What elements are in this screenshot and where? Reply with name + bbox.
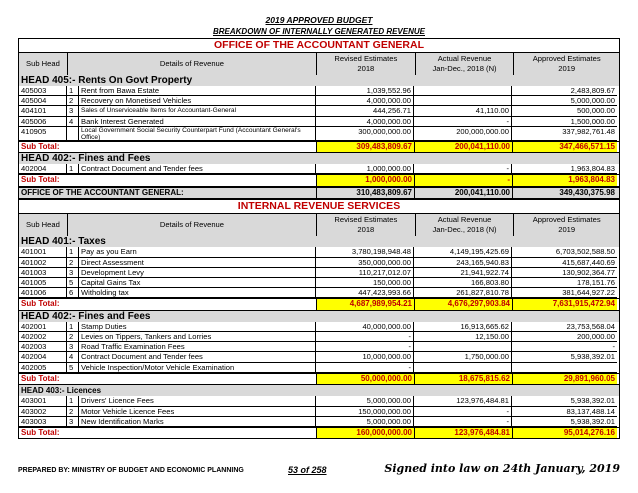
row-number: 5 bbox=[67, 363, 79, 373]
row-approved-value: 200,000.00 bbox=[512, 332, 617, 342]
row-number: 6 bbox=[67, 288, 79, 298]
row-actual-value: 243,165,940.83 bbox=[414, 258, 512, 268]
table-row bbox=[18, 247, 620, 257]
row-revised-value: 350,000,000.00 bbox=[316, 258, 414, 268]
row-approved-value: 83,137,488.14 bbox=[512, 407, 617, 417]
row-description: Sales of Unserviceable Items for Accountant-General bbox=[79, 106, 316, 116]
table-body bbox=[18, 396, 620, 427]
prepared-by: PREPARED BY: MINISTRY OF BUDGET AND ECONOMIC PLANNING bbox=[18, 467, 244, 474]
head-title: HEAD 403:- Licences bbox=[18, 385, 620, 396]
subtotal-row: Sub Total: 309,483,809.67 200,041,110.00 347,466,571.15 bbox=[18, 141, 620, 154]
col-sub-head: Sub Head bbox=[19, 53, 68, 75]
row-revised-value: 4,000,000.00 bbox=[316, 117, 414, 127]
row-actual-value: 261,827,810.78 bbox=[414, 288, 512, 298]
col-details: Details of Revenue bbox=[68, 53, 317, 75]
row-description: Road Traffic Examination Fees bbox=[79, 342, 316, 352]
row-approved-value: 5,938,392.01 bbox=[512, 417, 617, 427]
row-description: Direct Assessment bbox=[79, 258, 316, 268]
row-number: 5 bbox=[67, 278, 79, 288]
row-number: 1 bbox=[67, 322, 79, 332]
row-approved-value: 500,000.00 bbox=[512, 106, 617, 116]
page-title: 2019 APPROVED BUDGET bbox=[265, 15, 373, 25]
subtotal-row: Sub Total: 4,687,989,954.21 4,676,297,903.84 7,631,915,472.94 bbox=[18, 298, 620, 311]
table-row bbox=[18, 288, 620, 298]
head-title: HEAD 402:- Fines and Fees bbox=[18, 311, 620, 322]
row-actual-value: 16,913,665.62 bbox=[414, 322, 512, 332]
row-revised-value: 5,000,000.00 bbox=[316, 396, 414, 406]
row-approved-value: 23,753,568.04 bbox=[512, 322, 617, 332]
row-number: 2 bbox=[67, 96, 79, 106]
row-revised-value: 150,000,000.00 bbox=[316, 407, 414, 417]
row-revised-value: - bbox=[316, 363, 414, 373]
row-description: Levies on Tippers, Tankers and Lorries bbox=[79, 332, 316, 342]
row-number: 4 bbox=[67, 352, 79, 362]
row-code: 404101 bbox=[19, 106, 67, 116]
row-approved-value: - bbox=[512, 342, 617, 352]
page-number: 53 of 258 bbox=[288, 465, 327, 475]
row-actual-value: - bbox=[414, 117, 512, 127]
row-code: 401005 bbox=[19, 278, 67, 288]
row-description: Local Government Social Security Counterpart Fund (Accountant General's Office) bbox=[79, 127, 316, 141]
row-description: Vehicle Inspection/Motor Vehicle Examination bbox=[79, 363, 316, 373]
row-revised-value: 447,423,993.66 bbox=[316, 288, 414, 298]
row-revised-value: 3,780,198,948.48 bbox=[316, 247, 414, 257]
subtotal-row: Sub Total: 50,000,000.00 18,675,815.62 29,891,960.05 bbox=[18, 373, 620, 386]
col-revised: Revised Estimates 2018 bbox=[317, 53, 416, 75]
table-row bbox=[18, 258, 620, 268]
row-revised-value: 1,000,000.00 bbox=[316, 164, 414, 174]
row-approved-value bbox=[512, 363, 617, 373]
section-title: OFFICE OF THE ACCOUNTANT GENERAL bbox=[18, 38, 620, 53]
table-row bbox=[18, 407, 620, 417]
row-number: 3 bbox=[67, 268, 79, 278]
row-number: 2 bbox=[67, 407, 79, 417]
row-number: 2 bbox=[67, 258, 79, 268]
table-row bbox=[18, 352, 620, 362]
page-subtitle: BREAKDOWN OF INTERNALLY GENERATED REVENUE bbox=[212, 27, 425, 36]
row-description: Bank Interest Generated bbox=[79, 117, 316, 127]
col-sub-head: Sub Head bbox=[19, 214, 68, 236]
row-actual-value: 4,149,195,425.69 bbox=[414, 247, 512, 257]
row-description: Rent from Bawa Estate bbox=[79, 86, 316, 96]
row-code: 410905 bbox=[19, 127, 67, 141]
row-code: 401001 bbox=[19, 247, 67, 257]
row-revised-value: 150,000.00 bbox=[316, 278, 414, 288]
budget-page bbox=[18, 14, 620, 439]
row-description: Development Levy bbox=[79, 268, 316, 278]
row-approved-value: 415,687,440.69 bbox=[512, 258, 617, 268]
table-row bbox=[18, 342, 620, 352]
row-code: 402003 bbox=[19, 342, 67, 352]
row-actual-value: - bbox=[414, 417, 512, 427]
table-row bbox=[18, 322, 620, 332]
row-revised-value: 444,256.71 bbox=[316, 106, 414, 116]
row-actual-value bbox=[414, 342, 512, 352]
row-number: 1 bbox=[67, 86, 79, 96]
row-actual-value: - bbox=[414, 164, 512, 174]
row-approved-value: 5,000,000.00 bbox=[512, 96, 617, 106]
row-approved-value: 1,963,804.83 bbox=[512, 164, 617, 174]
row-revised-value: 5,000,000.00 bbox=[316, 417, 414, 427]
row-number: 1 bbox=[67, 164, 79, 174]
row-actual-value: 1,750,000.00 bbox=[414, 352, 512, 362]
row-code: 405006 bbox=[19, 117, 67, 127]
col-details: Details of Revenue bbox=[68, 214, 317, 236]
col-revised: Revised Estimates 2018 bbox=[317, 214, 416, 236]
row-approved-value: 6,703,502,588.50 bbox=[512, 247, 617, 257]
column-header bbox=[18, 53, 620, 75]
table-row bbox=[18, 96, 620, 106]
table-row bbox=[18, 106, 620, 116]
row-approved-value: 5,938,392.01 bbox=[512, 396, 617, 406]
row-code: 402005 bbox=[19, 363, 67, 373]
col-actual: Actual Revenue Jan-Dec., 2018 (N) bbox=[416, 53, 515, 75]
row-code: 403003 bbox=[19, 417, 67, 427]
row-actual-value: 166,803.80 bbox=[414, 278, 512, 288]
row-approved-value: 178,151.76 bbox=[512, 278, 617, 288]
row-revised-value: 1,039,552.96 bbox=[316, 86, 414, 96]
table-row bbox=[18, 332, 620, 342]
subtotal-row: Sub Total: 160,000,000.00 123,976,484.81 95,014,276.16 bbox=[18, 427, 620, 440]
table-row bbox=[18, 417, 620, 427]
row-number: 4 bbox=[67, 117, 79, 127]
row-description: Drivers' Licence Fees bbox=[79, 396, 316, 406]
row-description: Witholding tax bbox=[79, 288, 316, 298]
table-body bbox=[18, 86, 620, 141]
table-body bbox=[18, 247, 620, 298]
subtotal-row: Sub Total: 1,000,000.00 - 1,963,804.83 bbox=[18, 174, 620, 187]
signed-note: Signed into law on 24th January, 2019 bbox=[384, 462, 620, 475]
row-description: Capital Gains Tax bbox=[79, 278, 316, 288]
row-revised-value: 4,000,000.00 bbox=[316, 96, 414, 106]
row-code: 405003 bbox=[19, 86, 67, 96]
row-code: 401003 bbox=[19, 268, 67, 278]
row-approved-value: 381,644,927.22 bbox=[512, 288, 617, 298]
page-footer bbox=[18, 464, 620, 478]
row-code: 401002 bbox=[19, 258, 67, 268]
row-number: 1 bbox=[67, 247, 79, 257]
section-title: INTERNAL REVENUE SERVICES bbox=[18, 199, 620, 214]
row-revised-value: - bbox=[316, 342, 414, 352]
row-revised-value: 10,000,000.00 bbox=[316, 352, 414, 362]
row-approved-value: 2,483,809.67 bbox=[512, 86, 617, 96]
column-header bbox=[18, 214, 620, 236]
row-number: 2 bbox=[67, 332, 79, 342]
head-title: HEAD 402:- Fines and Fees bbox=[18, 153, 620, 164]
row-actual-value: 123,976,484.81 bbox=[414, 396, 512, 406]
row-revised-value: 40,000,000.00 bbox=[316, 322, 414, 332]
row-code: 402004 bbox=[19, 164, 67, 174]
table-row bbox=[18, 396, 620, 406]
row-code: 403002 bbox=[19, 407, 67, 417]
head-title: HEAD 405:- Rents On Govt Property bbox=[18, 75, 620, 86]
row-actual-value: - bbox=[414, 407, 512, 417]
row-description: New Identification Marks bbox=[79, 417, 316, 427]
row-number: 3 bbox=[67, 417, 79, 427]
row-actual-value: 200,000,000.00 bbox=[414, 127, 512, 141]
row-actual-value bbox=[414, 86, 512, 96]
table-row bbox=[18, 363, 620, 373]
row-code: 405004 bbox=[19, 96, 67, 106]
row-actual-value bbox=[414, 363, 512, 373]
row-approved-value: 1,500,000.00 bbox=[512, 117, 617, 127]
col-approved: Approved Estimates 2019 bbox=[532, 54, 601, 73]
row-approved-value: 337,982,761.48 bbox=[512, 127, 617, 141]
row-number bbox=[67, 127, 79, 141]
table-body bbox=[18, 164, 620, 174]
row-description: Contract Document and Tender fees bbox=[79, 352, 316, 362]
row-actual-value bbox=[414, 96, 512, 106]
row-code: 402001 bbox=[19, 322, 67, 332]
section-total-row: OFFICE OF THE ACCOUNTANT GENERAL: 310,483,809.67 200,041,110.00 349,430,375.98 bbox=[18, 187, 620, 200]
row-description: Stamp Duties bbox=[79, 322, 316, 332]
row-approved-value: 5,938,392.01 bbox=[512, 352, 617, 362]
col-actual: Actual Revenue Jan-Dec., 2018 (N) bbox=[416, 214, 515, 236]
head-title: HEAD 401:- Taxes bbox=[18, 236, 620, 247]
row-description: Recovery on Monetised Vehicles bbox=[79, 96, 316, 106]
row-description: Pay as you Earn bbox=[79, 247, 316, 257]
row-revised-value: 110,217,012.07 bbox=[316, 268, 414, 278]
row-revised-value: 300,000,000.00 bbox=[316, 127, 414, 141]
table-row bbox=[18, 117, 620, 127]
row-actual-value: 41,110.00 bbox=[414, 106, 512, 116]
row-number: 1 bbox=[67, 396, 79, 406]
row-description: Motor Vehicle Licence Fees bbox=[79, 407, 316, 417]
row-number: 3 bbox=[67, 342, 79, 352]
row-actual-value: 12,150.00 bbox=[414, 332, 512, 342]
table-row bbox=[18, 164, 620, 174]
row-code: 403001 bbox=[19, 396, 67, 406]
table-row bbox=[18, 127, 620, 141]
row-revised-value: - bbox=[316, 332, 414, 342]
table-row bbox=[18, 268, 620, 278]
row-approved-value: 130,902,364.77 bbox=[512, 268, 617, 278]
row-code: 402004 bbox=[19, 352, 67, 362]
row-description: Contract Document and Tender fees bbox=[79, 164, 316, 174]
row-code: 401006 bbox=[19, 288, 67, 298]
table-row bbox=[18, 86, 620, 96]
table-row bbox=[18, 278, 620, 288]
row-actual-value: 21,941,922.74 bbox=[414, 268, 512, 278]
row-code: 402002 bbox=[19, 332, 67, 342]
table-body bbox=[18, 322, 620, 373]
row-number: 3 bbox=[67, 106, 79, 116]
col-approved: Approved Estimates 2019 bbox=[532, 215, 601, 235]
